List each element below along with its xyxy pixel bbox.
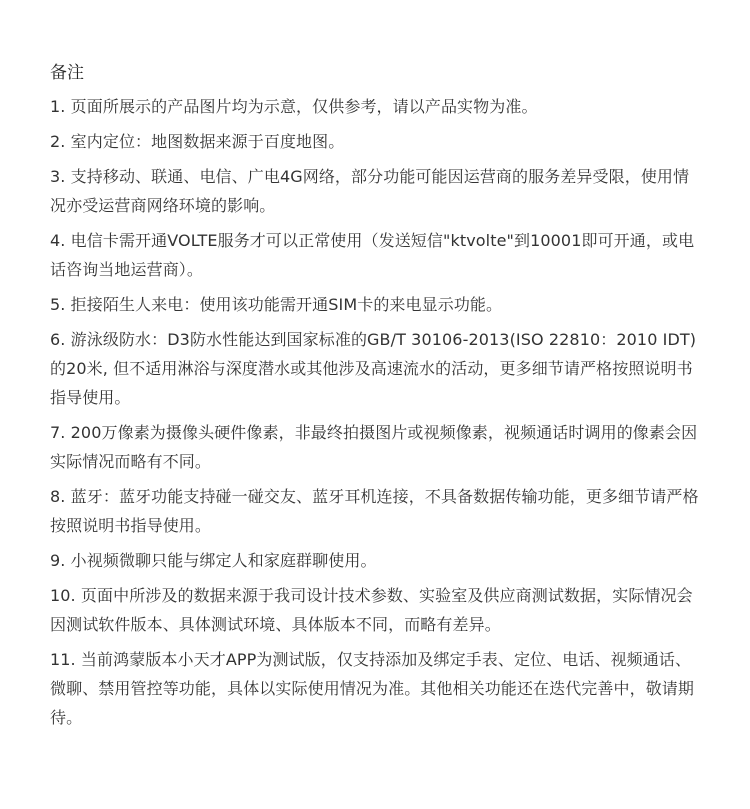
note-item-10: 10. 页面中所涉及的数据来源于我司设计技术参数、实验室及供应商测试数据，实际情况会因测试软件版本、具体测试环境、具体版本不同，而略有差异。 xyxy=(50,586,693,634)
note-item-6: 6. 游泳级防水：D3防水性能达到国家标准的GB/T 30106-2013(ISO 22810：2010 IDT)的20米, 但不适用淋浴与深度潜水或其他涉及高速流水的活动，更多细节请严格按照说明书指导使用。 xyxy=(50,330,697,407)
note-item-3: 3. 支持移动、联通、电信、广电4G网络，部分功能可能因运营商的服务差异受限，使用情况亦受运营商网络环境的影响。 xyxy=(50,167,690,215)
note-item-9: 9. 小视频微聊只能与绑定人和家庭群聊使用。 xyxy=(50,551,377,570)
note-item-8: 8. 蓝牙：蓝牙功能支持碰一碰交友、蓝牙耳机连接，不具备数据传输功能，更多细节请严格按照说明书指导使用。 xyxy=(50,487,699,535)
note-item-7: 7. 200万像素为摄像头硬件像素，非最终拍摄图片或视频像素，视频通话时调用的像素会因实际情况而略有不同。 xyxy=(50,423,698,471)
note-item-2: 2. 室内定位：地图数据来源于百度地图。 xyxy=(50,132,345,151)
note-item-1: 1. 页面所展示的产品图片均为示意，仅供参考，请以产品实物为准。 xyxy=(50,97,538,116)
notes-list xyxy=(50,92,700,732)
notes-section xyxy=(50,58,700,738)
note-item-4: 4. 电信卡需开通VOLTE服务才可以正常使用（发送短信"ktvolte"到10001即可开通，或电话咨询当地运营商）。 xyxy=(50,231,695,279)
note-item-5: 5. 拒接陌生人来电：使用该功能需开通SIM卡的来电显示功能。 xyxy=(50,295,503,314)
note-item-11: 11. 当前鸿蒙版本小天才APP为测试版，仅支持添加及绑定手表、定位、电话、视频通话、微聊、禁用管控等功能，具体以实际使用情况为准。其他相关功能还在迭代完善中，敬请期待。 xyxy=(50,650,695,727)
notes-title: 备注 xyxy=(50,63,84,83)
